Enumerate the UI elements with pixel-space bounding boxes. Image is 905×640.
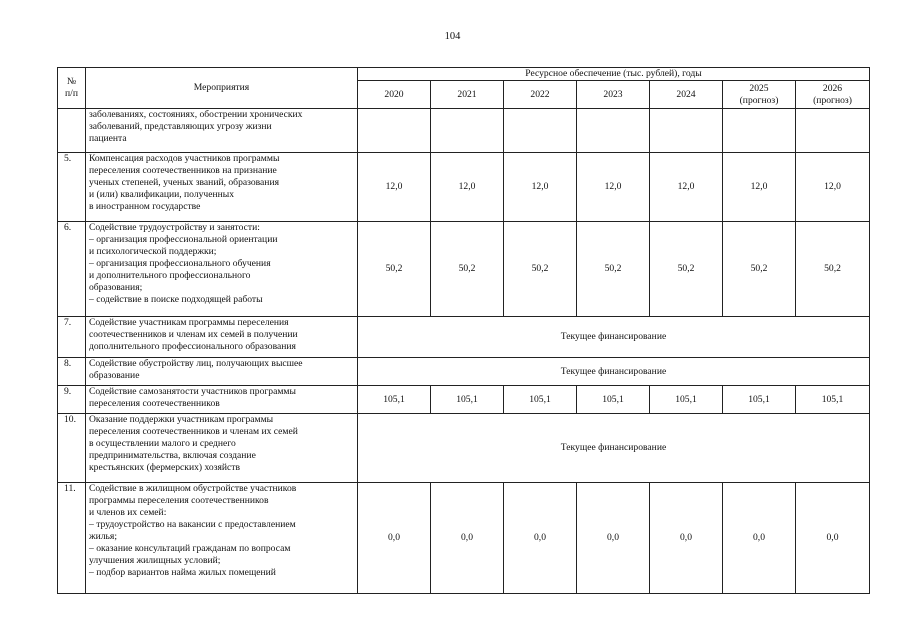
header-year-cell — [358, 81, 431, 109]
header-year-label: 2021 — [457, 88, 477, 100]
activity-line: соотечественников и членам их семей в получении — [89, 329, 298, 340]
activity-line: – организация профессионального обучения — [89, 258, 271, 269]
funding-value-cell: 0,0 — [577, 483, 650, 594]
funding-value-cell: 0,0 — [431, 483, 504, 594]
header-year-cell — [650, 81, 723, 109]
table-row — [58, 483, 870, 594]
row-number: 8. — [58, 358, 86, 386]
header-year-cell — [723, 81, 796, 109]
header-year-label: (прогноз) — [813, 94, 852, 106]
funding-value-cell: 12,0 — [431, 153, 504, 222]
funding-value-cell: 12,0 — [796, 153, 870, 222]
funding-merged-cell: Текущее финансирование — [358, 358, 870, 386]
table-row — [58, 317, 870, 358]
funding-value-cell: 105,1 — [504, 386, 577, 414]
activity-line: Оказание поддержки участникам программы — [89, 414, 274, 425]
funding-value-cell: 12,0 — [577, 153, 650, 222]
table-row — [58, 153, 870, 222]
activity-line: и психологической поддержки; — [89, 246, 217, 257]
header-year-label: 2020 — [384, 88, 404, 100]
header-year-cell — [431, 81, 504, 109]
activity-description — [86, 358, 358, 386]
header-year-label: 2026 — [822, 82, 843, 94]
activity-line: заболеваний, представляющих угрозу жизни — [89, 121, 272, 132]
header-num-label: п/п — [65, 88, 78, 99]
funding-value-cell — [358, 109, 431, 153]
funding-value-cell: 12,0 — [358, 153, 431, 222]
header-year-cell — [577, 81, 650, 109]
row-number: 11. — [58, 483, 86, 594]
header-year-cell — [796, 81, 870, 109]
activity-line: заболеваниях, состояниях, обострении хронических — [89, 109, 303, 120]
activity-description — [86, 222, 358, 317]
funding-value-cell: 105,1 — [431, 386, 504, 414]
header-activity-label: Мероприятия — [193, 82, 250, 93]
activity-line: – трудоустройство на вакансии с предоставлением — [89, 519, 296, 530]
funding-value-cell: 50,2 — [723, 222, 796, 317]
activity-description — [86, 317, 358, 358]
activity-line: – оказание консультаций гражданам по вопросам — [89, 543, 291, 554]
header-num-cell — [58, 68, 86, 109]
table-row — [58, 386, 870, 414]
funding-value-cell: 50,2 — [358, 222, 431, 317]
header-num-label: № — [66, 76, 77, 87]
activity-line: – организация профессиональной ориентации — [89, 234, 278, 245]
funding-value-cell — [431, 109, 504, 153]
header-resource-cell — [358, 68, 870, 81]
funding-value-cell: 12,0 — [723, 153, 796, 222]
funding-value-cell: 105,1 — [650, 386, 723, 414]
activity-description — [86, 483, 358, 594]
activity-line: переселения соотечественников на признание — [89, 165, 277, 176]
header-year-label: 2023 — [603, 88, 623, 100]
header-year-label: 2022 — [530, 88, 550, 100]
funding-value-cell: 0,0 — [723, 483, 796, 594]
activity-line: пациента — [89, 133, 127, 144]
funding-value-cell: 105,1 — [358, 386, 431, 414]
funding-value-cell: 50,2 — [577, 222, 650, 317]
activity-description — [86, 386, 358, 414]
funding-value-cell: 105,1 — [796, 386, 870, 414]
funding-value-cell: 105,1 — [577, 386, 650, 414]
activity-line: образование — [89, 370, 140, 381]
funding-value-cell: 12,0 — [504, 153, 577, 222]
activity-line: Содействие обустройству лиц, получающих высшее — [89, 358, 303, 369]
header-activity-cell — [86, 68, 358, 109]
activity-line: Содействие самозанятости участников программы — [89, 386, 296, 397]
activity-line: образования; — [89, 282, 143, 293]
row-number: 5. — [58, 153, 86, 222]
activity-line: улучшения жилищных условий; — [89, 555, 221, 566]
activity-line: предпринимательства, включая создание — [89, 450, 256, 461]
table-row — [58, 414, 870, 483]
activity-line: и дополнительного профессионального — [89, 270, 251, 281]
activity-line: Содействие трудоустройству и занятости: — [89, 222, 260, 233]
activity-line: переселения соотечественников и членам их семей — [89, 426, 298, 437]
funding-value-cell — [723, 109, 796, 153]
activity-line: – содействие в поиске подходящей работы — [89, 294, 263, 305]
activity-line: в иностранном государстве — [89, 201, 201, 212]
row-number: 6. — [58, 222, 86, 317]
funding-value-cell — [577, 109, 650, 153]
activity-line: Компенсация расходов участников программы — [89, 153, 280, 164]
activity-line: переселения соотечественников — [89, 398, 220, 409]
activity-line: крестьянских (фермерских) хозяйств — [89, 462, 241, 473]
table-row — [58, 109, 870, 153]
activity-line: Содействие участникам программы переселения — [89, 317, 289, 328]
funding-value-cell: 0,0 — [358, 483, 431, 594]
header-year-label: (прогноз) — [739, 94, 779, 106]
row-number: 9. — [58, 386, 86, 414]
funding-merged-cell: Текущее финансирование — [358, 414, 870, 483]
activity-line: дополнительного профессионального образования — [89, 341, 296, 352]
funding-value-cell: 105,1 — [723, 386, 796, 414]
resource-table — [57, 67, 870, 594]
funding-value-cell: 50,2 — [796, 222, 870, 317]
funding-value-cell — [650, 109, 723, 153]
header-year-cell — [504, 81, 577, 109]
funding-value-cell: 50,2 — [504, 222, 577, 317]
row-number — [58, 109, 86, 153]
funding-value-cell: 0,0 — [650, 483, 723, 594]
activity-description — [86, 414, 358, 483]
funding-value-cell: 0,0 — [796, 483, 870, 594]
header-year-label: 2025 — [749, 82, 769, 94]
row-number: 10. — [58, 414, 86, 483]
activity-line: Содействие в жилищном обустройстве участников — [89, 483, 297, 494]
activity-description — [86, 153, 358, 222]
activity-line: и (или) квалификации, полученных — [89, 189, 235, 200]
activity-line: – подбор вариантов найма жилых помещений — [89, 567, 276, 578]
funding-value-cell: 12,0 — [650, 153, 723, 222]
table-row — [58, 222, 870, 317]
row-number: 7. — [58, 317, 86, 358]
activity-line: программы переселения соотечественников — [89, 495, 269, 506]
activity-description — [86, 109, 358, 153]
funding-merged-cell: Текущее финансирование — [358, 317, 870, 358]
header-year-label: 2024 — [676, 88, 696, 100]
funding-value-cell — [796, 109, 870, 153]
page-number: 104 — [444, 31, 461, 42]
funding-value-cell — [504, 109, 577, 153]
funding-value-cell: 50,2 — [650, 222, 723, 317]
activity-line: ученых степеней, ученых званий, образования — [89, 177, 279, 188]
header-resource-label: Ресурсное обеспечение (тыс. рублей), годы — [525, 68, 702, 79]
table-row — [58, 358, 870, 386]
activity-line: и членов их семей: — [89, 507, 167, 518]
funding-value-cell: 50,2 — [431, 222, 504, 317]
funding-value-cell: 0,0 — [504, 483, 577, 594]
activity-line: в осуществлении малого и среднего — [89, 438, 236, 449]
activity-line: жилья; — [89, 531, 118, 542]
